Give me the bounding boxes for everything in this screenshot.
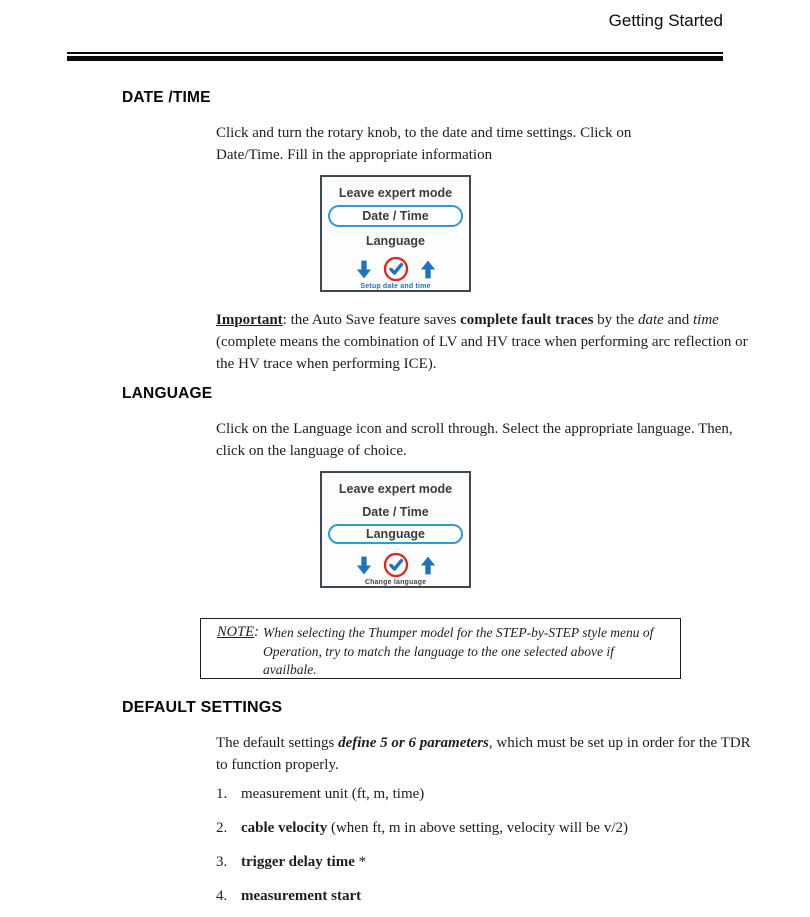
important-label: Important <box>216 312 283 328</box>
important-text-4: (complete means the combination of LV and HV trace when performing arc reflection or the HV trace when performing ICE). <box>216 334 748 372</box>
up-arrow-icon <box>420 555 436 576</box>
default-settings-bold-parameters: define 5 or 6 parameters <box>338 735 489 751</box>
section-heading-language: LANGUAGE <box>122 385 213 402</box>
menu-controls-row <box>356 552 436 578</box>
note-label-colon: : <box>254 624 259 640</box>
datetime-paragraph: Click and turn the rotary knob, to the date and time settings. Click on Date/Time. Fill in the appropriate information <box>216 125 632 163</box>
list-item-bold: trigger delay time <box>241 854 355 870</box>
important-bold-fault-traces: complete fault traces <box>460 312 594 328</box>
default-settings-text-2: , which must be set up in order for the TDR to function properly. <box>216 735 751 773</box>
menu-item-language-selected <box>328 524 463 544</box>
down-arrow-icon <box>356 259 372 280</box>
note-box <box>200 618 681 679</box>
page-header-title: Getting Started <box>608 11 723 30</box>
important-text-3: and <box>663 312 693 328</box>
default-settings-list <box>216 786 776 917</box>
note-label <box>217 624 263 678</box>
list-item-text: measurement unit (ft, m, time) <box>241 786 425 802</box>
list-item-bold: measurement start <box>241 888 362 904</box>
important-text-2: by the <box>593 312 638 328</box>
list-item <box>216 888 776 910</box>
menu-item-language: Language <box>365 234 426 248</box>
list-item-text: * <box>354 854 367 870</box>
list-item-number: 2. <box>216 820 228 836</box>
list-item-number: 4. <box>216 888 228 904</box>
down-arrow-icon <box>356 555 372 576</box>
list-item-text: (when ft, m in above setting, velocity will be v/2) <box>327 820 629 836</box>
menu-item-leave-expert-mode: Leave expert mode <box>338 482 453 496</box>
important-text-1: : the Auto Save feature saves <box>282 312 461 328</box>
up-arrow-icon <box>420 259 436 280</box>
menu-item-language-label: Language <box>365 527 426 541</box>
menu-caption-setup-date-time: Setup date and time <box>360 283 431 290</box>
important-paragraph <box>216 309 764 375</box>
note-body: When selecting the Thumper model for the STEP-by-STEP style menu of Operation, try to match the language to the one selected above if availbale. <box>263 625 654 677</box>
confirm-check-icon <box>383 552 409 578</box>
menu-item-date-time-label: Date / Time <box>362 209 429 223</box>
header-divider-rule <box>67 52 723 61</box>
menu-item-date-time-selected <box>328 205 463 227</box>
list-item <box>216 820 776 842</box>
menu-item-date-time: Date / Time <box>362 505 429 519</box>
list-item <box>216 854 776 876</box>
note-label-word: NOTE <box>217 624 255 640</box>
list-item-bold: cable velocity <box>241 820 328 836</box>
list-item-number: 3. <box>216 854 228 870</box>
confirm-check-icon <box>383 256 409 282</box>
menu-screenshot-language <box>320 471 471 588</box>
section-heading-datetime: DATE /TIME <box>122 89 211 106</box>
language-paragraph: Click on the Language icon and scroll through. Select the appropriate language. Then, click on the language of choice. <box>216 421 733 459</box>
section-heading-default-settings: DEFAULT SETTINGS <box>122 699 283 716</box>
menu-controls-row <box>356 256 436 282</box>
list-item <box>216 786 776 808</box>
menu-item-leave-expert-mode: Leave expert mode <box>338 186 453 200</box>
list-item-number: 1. <box>216 786 228 802</box>
default-settings-paragraph <box>216 732 756 776</box>
menu-screenshot-datetime <box>320 175 471 292</box>
important-italic-date: date <box>637 312 664 328</box>
important-italic-time: time <box>692 312 719 328</box>
default-settings-text-1: The default settings <box>216 735 339 751</box>
menu-caption-change-language: Change language <box>364 579 427 586</box>
